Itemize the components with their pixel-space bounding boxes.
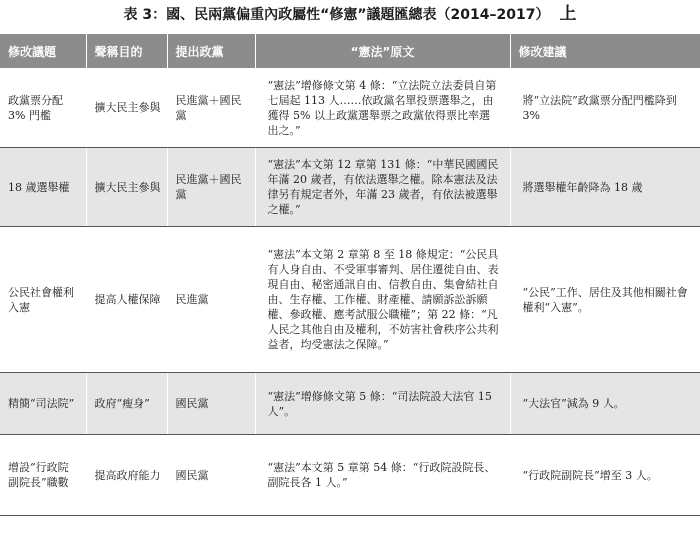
cell-purpose: 擴大民主參與 (86, 68, 167, 148)
header-party: 提出政黨 (167, 34, 255, 68)
header-proposal: 修改建議 (510, 34, 700, 68)
header-constitution-text: “憲法”原文 (255, 34, 510, 68)
cell-proposal: “行政院副院長”增至 3 人。 (510, 435, 700, 516)
table-title-text: 表 3：國、民兩黨偏重內政屬性“修憲”議題匯總表（2014–2017） (123, 7, 550, 23)
cell-party: 民進黨＋國民黨 (167, 148, 255, 227)
cell-topic: 精簡“司法院” (0, 373, 86, 435)
header-topic: 修改議題 (0, 34, 86, 68)
cell-proposal: “公民”工作、居住及其他相關社會權利“入憲”。 (510, 227, 700, 373)
cell-topic: 18 歲選舉權 (0, 148, 86, 227)
table-row (0, 148, 700, 227)
table-row (0, 227, 700, 373)
title-mark: 上 (559, 4, 577, 24)
cell-proposal: 將選舉權年齡降為 18 歲 (510, 148, 700, 227)
cell-constitution-text: “憲法”本文第 12 章第 131 條：“中華民國國民年滿 20 歲者，有依法選舉之權。除本憲法及法律另有規定者外，年滿 23 歲者，有依法被選舉之權。” (255, 148, 510, 227)
header-row (0, 34, 700, 68)
cell-party: 民進黨＋國民黨 (167, 68, 255, 148)
table-row (0, 373, 700, 435)
cell-topic: 增設“行政院副院長”職數 (0, 435, 86, 516)
cell-purpose: 提高政府能力 (86, 435, 167, 516)
cell-constitution-text: “憲法”增修條文第 5 條：“司法院設大法官 15 人”。 (255, 373, 510, 435)
cell-constitution-text: “憲法”增修條文第 4 條：“立法院立法委員自第七屆起 113 人……依政黨名單投票選舉之，由獲得 5% 以上政黨選舉票之政黨依得票比率選出之。” (255, 68, 510, 148)
cell-purpose: 政府“瘦身” (86, 373, 167, 435)
cell-topic: 公民社會權利入憲 (0, 227, 86, 373)
cell-constitution-text: “憲法”本文第 2 章第 8 至 18 條規定：“公民具有人身自由、不受軍事審判、居住遷徙自由、表現自由、秘密通訊自由、信教自由、集會結社自由、生存權、工作權、財產權、請願訴訟訴願權、參政權、應考試服公職權”；第 22 條：“凡人民之其他自由及權利，不妨害社會秩序公共利益者，均受憲法之保障。” (255, 227, 510, 373)
cell-party: 國民黨 (167, 373, 255, 435)
table-title (0, 0, 700, 28)
cell-purpose: 提高人權保障 (86, 227, 167, 373)
header-purpose: 聲稱目的 (86, 34, 167, 68)
cell-proposal: “大法官”減為 9 人。 (510, 373, 700, 435)
table-row (0, 435, 700, 516)
cell-constitution-text: “憲法”本文第 5 章第 54 條：“行政院設院長、副院長各 1 人。” (255, 435, 510, 516)
cell-party: 民進黨 (167, 227, 255, 373)
cell-topic: 政黨票分配3% 門檻 (0, 68, 86, 148)
issues-table (0, 34, 700, 516)
cell-proposal: 將“立法院”政黨票分配門檻降到 3% (510, 68, 700, 148)
cell-purpose: 擴大民主參與 (86, 148, 167, 227)
table-row (0, 68, 700, 148)
cell-party: 國民黨 (167, 435, 255, 516)
